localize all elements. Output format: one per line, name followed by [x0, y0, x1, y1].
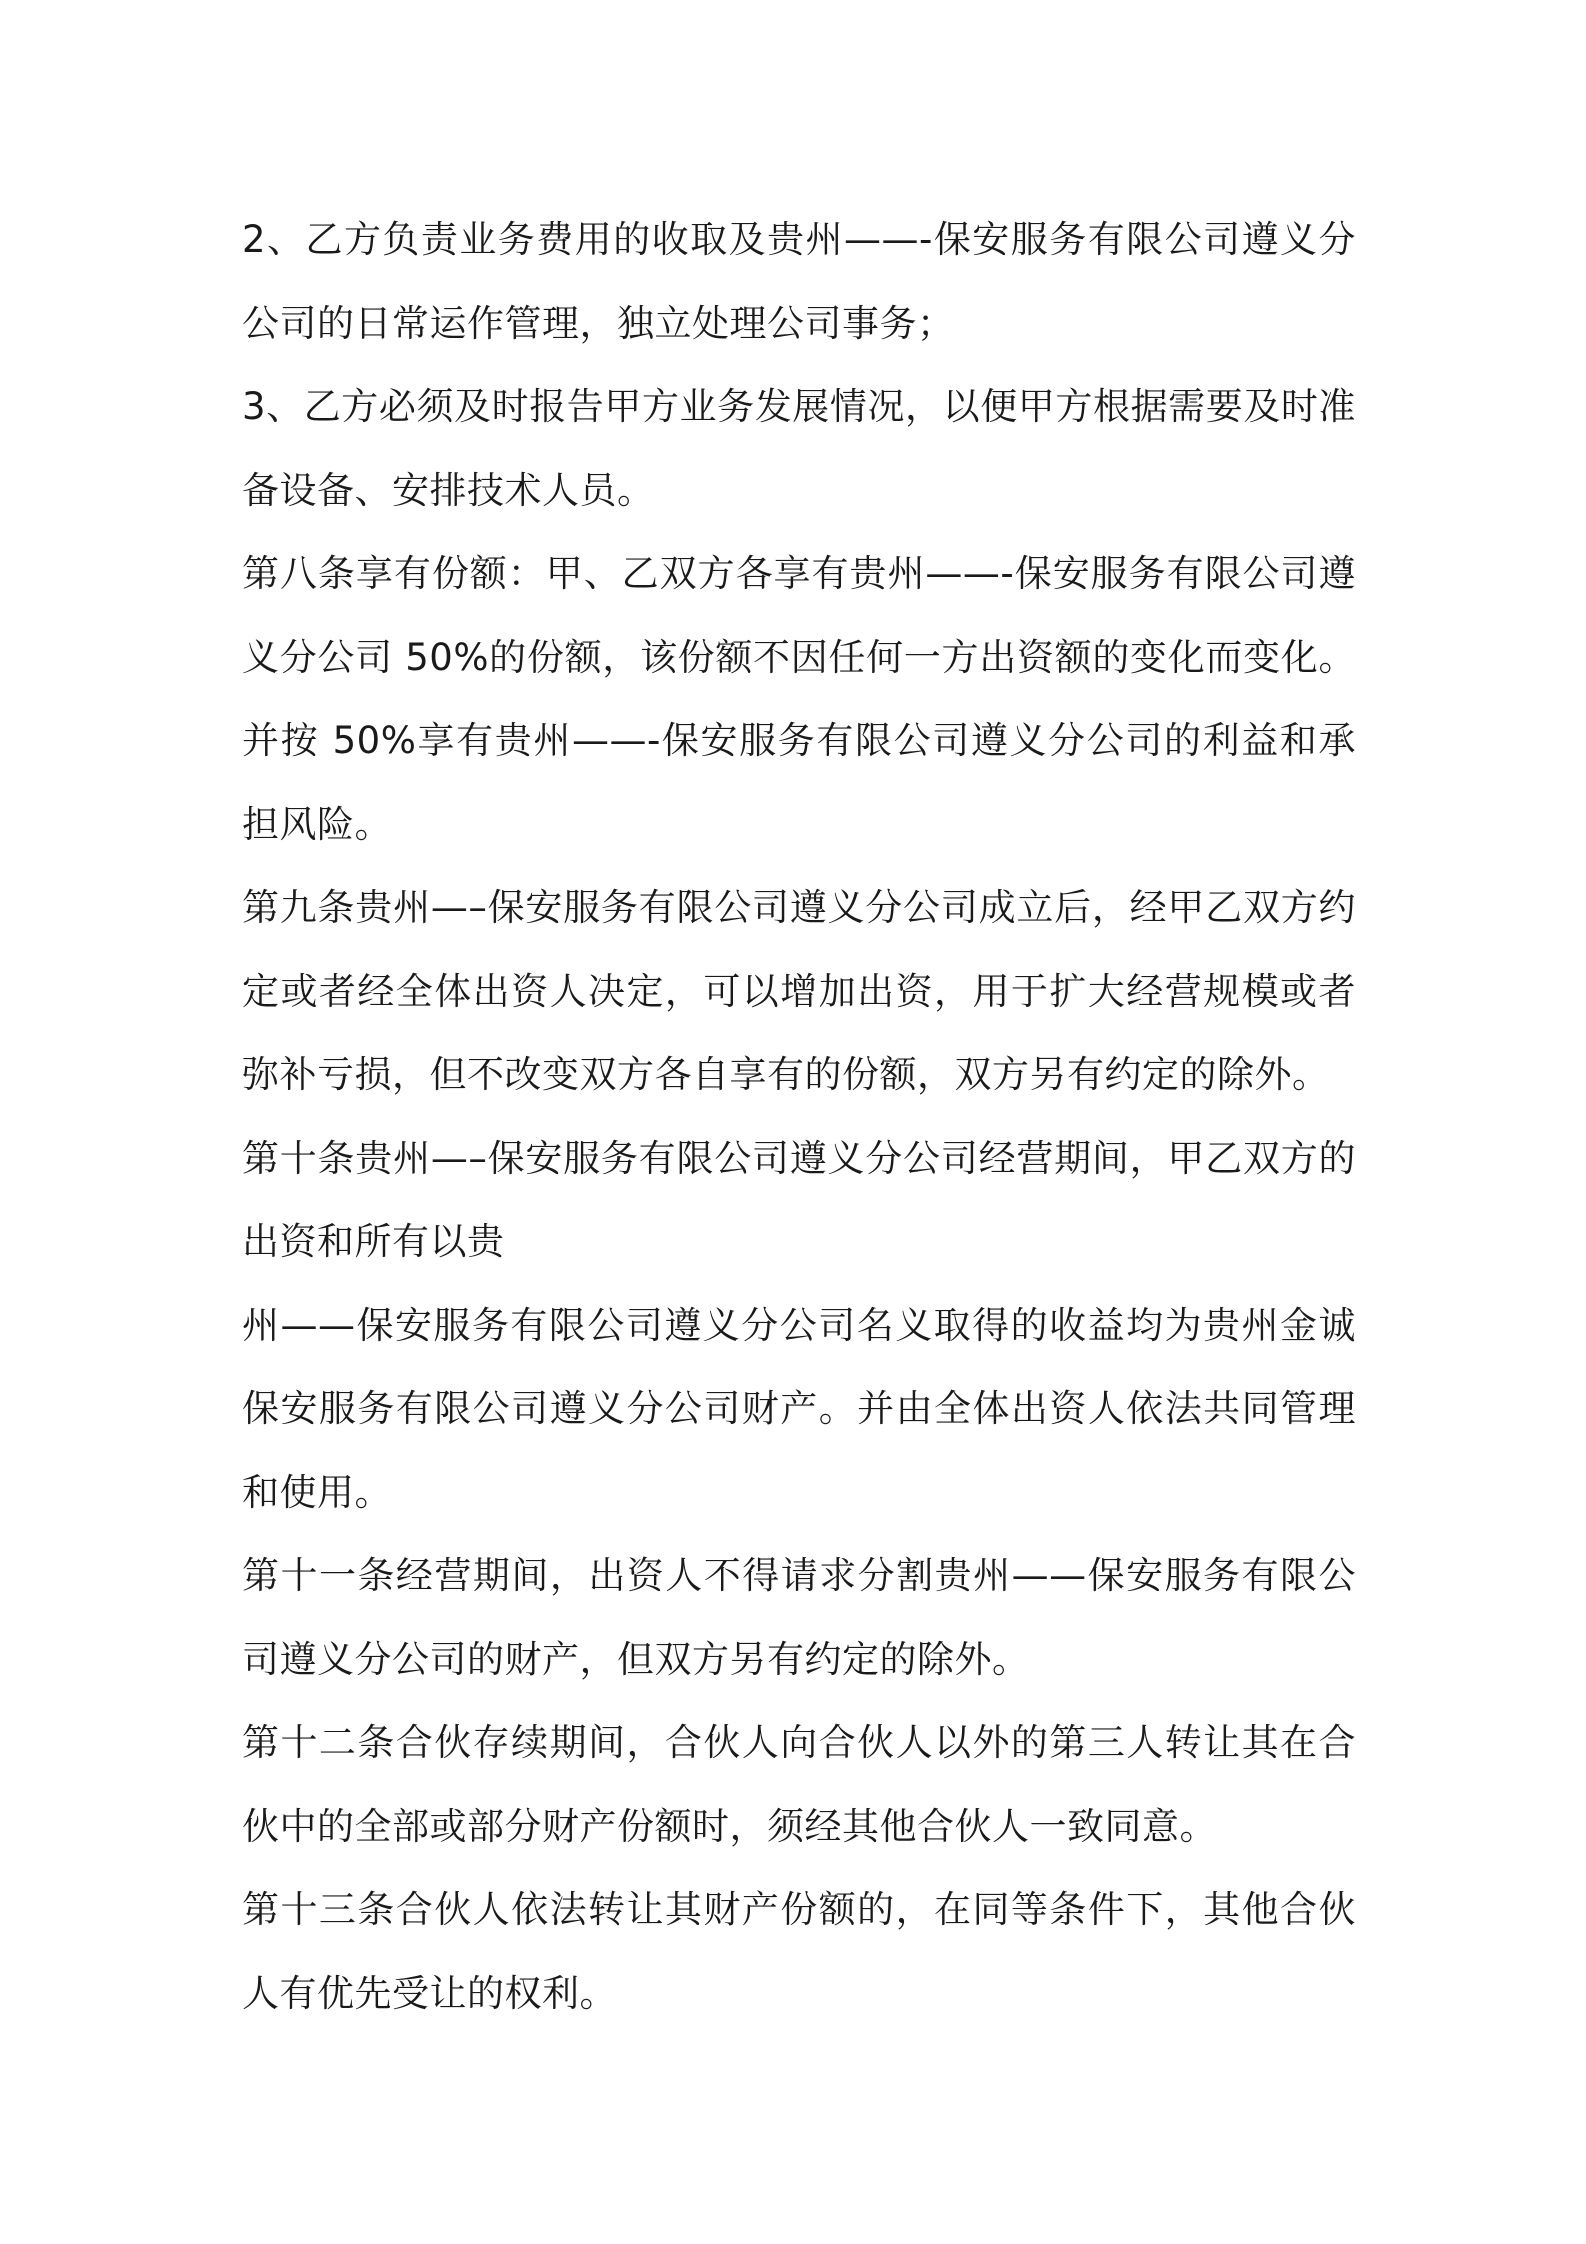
- paragraph-clause-2: 2、乙方负责业务费用的收取及贵州——-保安服务有限公司遵义分公司的日常运作管理，独立处理公司事务；: [242, 218, 1356, 345]
- paragraph-article-9: 第九条贵州—–保安服务有限公司遵义分公司成立后，经甲乙双方约定或者经全体出资人决定，可以增加出资，用于扩大经营规模或者弥补亏损，但不改变双方各自享有的份额，双方另有约定的除外。: [242, 886, 1356, 1096]
- paragraph-article-12: 第十二条合伙存续期间，合伙人向合伙人以外的第三人转让其在合伙中的全部或部分财产份额时，须经其他合伙人一致同意。: [242, 1721, 1356, 1848]
- paragraph-clause-3: 3、乙方必须及时报告甲方业务发展情况，以便甲方根据需要及时准备设备、安排技术人员。: [242, 385, 1356, 512]
- paragraph-article-11: 第十一条经营期间，出资人不得请求分割贵州——保安服务有限公司遵义分公司的财产，但双方另有约定的除外。: [242, 1554, 1356, 1681]
- paragraph-article-13: 第十三条合伙人依法转让其财产份额的，在同等条件下，其他合伙人有优先受让的权利。: [242, 1888, 1356, 2015]
- document-body: [242, 198, 1356, 2035]
- paragraph-article-10-continued: 州——保安服务有限公司遵义分公司名义取得的收益均为贵州金诚保安服务有限公司遵义分公司财产。并由全体出资人依法共同管理和使用。: [242, 1303, 1356, 1514]
- paragraph-article-10: 第十条贵州—–保安服务有限公司遵义分公司经营期间，甲乙双方的出资和所有以贵: [242, 1136, 1356, 1263]
- paragraph-article-8: 第八条享有份额：甲、乙双方各享有贵州——-保安服务有限公司遵义分公司 50%的份额，该份额不因任何一方出资额的变化而变化。并按 50%享有贵州——-保安服务有限公司遵义分公司的利益和承担风险。: [242, 552, 1356, 846]
